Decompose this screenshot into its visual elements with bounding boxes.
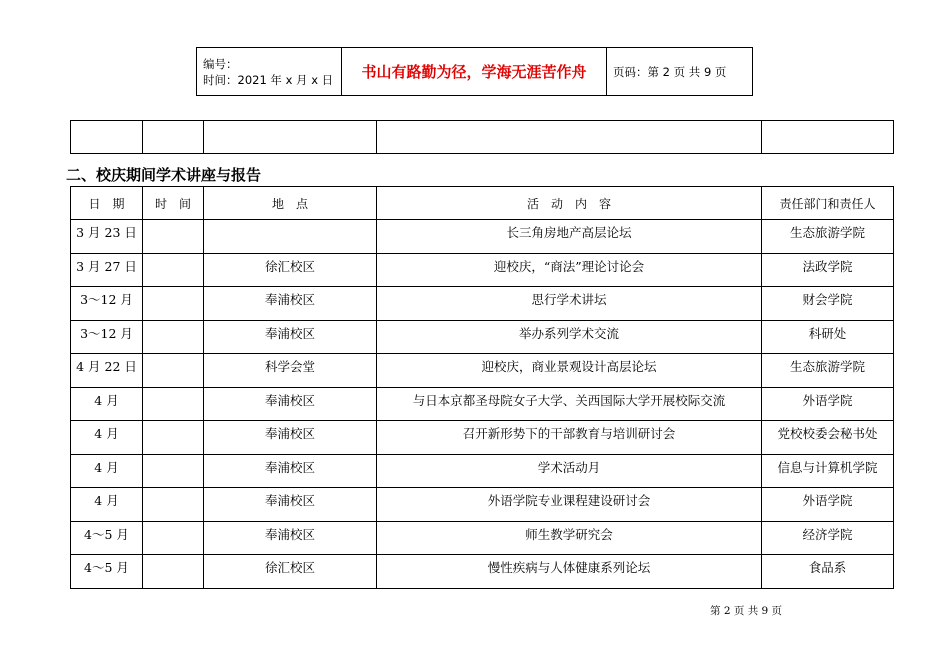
cell-date: 4 月	[71, 454, 143, 488]
cell-time	[143, 387, 204, 421]
cell-time	[143, 555, 204, 589]
previous-table-fragment	[70, 120, 894, 154]
cell-location: 奉浦校区	[204, 488, 377, 522]
header-slogan: 书山有路勤为径，学海无涯苦作舟	[342, 48, 607, 96]
cell-date: 3～12 月	[71, 320, 143, 354]
cell-time	[143, 287, 204, 321]
table-row	[71, 253, 894, 287]
table-row	[71, 488, 894, 522]
cell-time	[143, 354, 204, 388]
cell-department: 生态旅游学院	[762, 220, 894, 254]
document-time-label: 时间：2021 年 x 月 x 日	[203, 72, 334, 87]
cell-time	[143, 220, 204, 254]
column-header-activity: 活 动 内 容	[377, 187, 762, 220]
table-row	[71, 354, 894, 388]
cell-activity: 学术活动月	[377, 454, 762, 488]
cell-department: 生态旅游学院	[762, 354, 894, 388]
column-header-department: 责任部门和责任人	[762, 187, 894, 220]
cell-date: 4 月	[71, 421, 143, 455]
cell-activity: 召开新形势下的干部教育与培训研讨会	[377, 421, 762, 455]
cell-date: 4～5 月	[71, 555, 143, 589]
column-header-location: 地 点	[204, 187, 377, 220]
cell-location	[204, 220, 377, 254]
cell-department: 法政学院	[762, 253, 894, 287]
cell-activity: 思行学术讲坛	[377, 287, 762, 321]
cell-location: 奉浦校区	[204, 287, 377, 321]
cell-department: 经济学院	[762, 521, 894, 555]
empty-cell	[143, 121, 204, 154]
empty-cell	[204, 121, 377, 154]
cell-activity: 长三角房地产高层论坛	[377, 220, 762, 254]
section-title: 二、校庆期间学术讲座与报告	[66, 166, 262, 184]
cell-date: 4 月	[71, 488, 143, 522]
document-number-label: 编号：	[203, 56, 238, 71]
cell-department: 财会学院	[762, 287, 894, 321]
header-meta	[197, 48, 342, 96]
header-page-label: 页码：第 2 页 共 9 页	[607, 48, 753, 96]
cell-activity: 迎校庆，“商法”理论讨论会	[377, 253, 762, 287]
cell-date: 3～12 月	[71, 287, 143, 321]
cell-location: 徐汇校区	[204, 555, 377, 589]
page-footer: 第 2 页 共 9 页	[710, 605, 783, 617]
cell-date: 4 月	[71, 387, 143, 421]
cell-location: 科学会堂	[204, 354, 377, 388]
cell-time	[143, 454, 204, 488]
cell-location: 奉浦校区	[204, 454, 377, 488]
table-body	[71, 220, 894, 589]
table-row	[71, 387, 894, 421]
empty-cell	[762, 121, 894, 154]
table-row	[71, 421, 894, 455]
cell-department: 外语学院	[762, 488, 894, 522]
table-row	[71, 555, 894, 589]
cell-date: 4 月 22 日	[71, 354, 143, 388]
cell-date: 3 月 27 日	[71, 253, 143, 287]
empty-cell	[377, 121, 762, 154]
cell-time	[143, 253, 204, 287]
column-header-time: 时 间	[143, 187, 204, 220]
column-header-date: 日 期	[71, 187, 143, 220]
cell-time	[143, 521, 204, 555]
cell-activity: 与日本京都圣母院女子大学、关西国际大学开展校际交流	[377, 387, 762, 421]
cell-date: 4～5 月	[71, 521, 143, 555]
cell-department: 党校校委会秘书处	[762, 421, 894, 455]
cell-activity: 慢性疾病与人体健康系列论坛	[377, 555, 762, 589]
table-header-row	[71, 187, 894, 220]
cell-activity: 迎校庆，商业景观设计高层论坛	[377, 354, 762, 388]
table-row	[71, 287, 894, 321]
cell-date: 3 月 23 日	[71, 220, 143, 254]
empty-cell	[71, 121, 143, 154]
cell-time	[143, 488, 204, 522]
cell-location: 奉浦校区	[204, 521, 377, 555]
lecture-schedule-table	[70, 186, 894, 589]
cell-location: 奉浦校区	[204, 320, 377, 354]
cell-activity: 举办系列学术交流	[377, 320, 762, 354]
cell-department: 信息与计算机学院	[762, 454, 894, 488]
cell-location: 徐汇校区	[204, 253, 377, 287]
cell-department: 食品系	[762, 555, 894, 589]
cell-time	[143, 320, 204, 354]
cell-department: 外语学院	[762, 387, 894, 421]
cell-activity: 师生教学研究会	[377, 521, 762, 555]
cell-department: 科研处	[762, 320, 894, 354]
cell-location: 奉浦校区	[204, 421, 377, 455]
cell-location: 奉浦校区	[204, 387, 377, 421]
cell-activity: 外语学院专业课程建设研讨会	[377, 488, 762, 522]
table-row	[71, 521, 894, 555]
page-header	[196, 47, 753, 96]
table-row	[71, 320, 894, 354]
table-row	[71, 454, 894, 488]
table-row	[71, 220, 894, 254]
cell-time	[143, 421, 204, 455]
